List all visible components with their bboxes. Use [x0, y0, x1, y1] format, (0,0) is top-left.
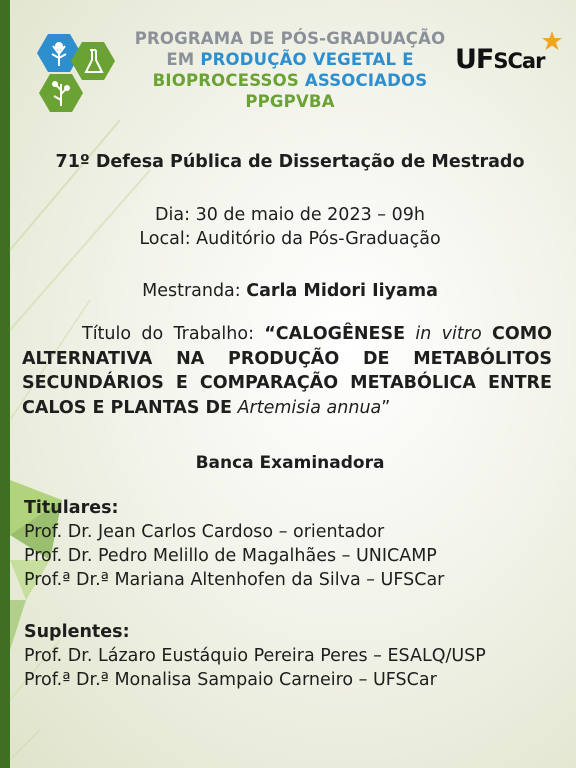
list-item: Prof. Dr. Pedro Melillo de Magalhães – UNICAMP — [24, 546, 437, 566]
event-title: 71º Defesa Pública de Dissertação de Mestrado — [55, 152, 525, 172]
star-icon — [541, 30, 563, 52]
list-item: Prof.ª Dr.ª Mariana Altenhofen da Silva – UFSCar — [24, 570, 445, 590]
list-item: Prof. Dr. Lázaro Eustáquio Pereira Peres – ESALQ/USP — [24, 646, 486, 666]
list-item: Prof. Dr. Jean Carlos Cardoso – orientador — [24, 522, 385, 542]
student-name: Carla Midori Iiyama — [246, 281, 438, 301]
program-line-2: EM PRODUÇÃO VEGETAL E — [166, 50, 414, 69]
decorative-streak — [10, 170, 150, 330]
event-place: Local: Auditório da Pós-Graduação — [139, 229, 441, 249]
titulares-list — [24, 496, 444, 592]
student: Mestranda: Carla Midori Iiyama — [142, 281, 438, 301]
list-item: Prof.ª Dr.ª Monalisa Sampaio Carneiro – UFSCar — [24, 670, 437, 690]
decorative-streak — [10, 730, 40, 760]
program-line-1: PROGRAMA DE PÓS-GRADUAÇÃO — [134, 29, 446, 48]
work-title: Título do Trabalho: “CALOGÊNESE in vitro COMO ALTERNATIVA NA PRODUÇÃO DE METABÓLITOS SECUNDÁRIOS E COMPARAÇÃO METABÓLICA ENTRE CALOS E PLANTAS DE Artemisia annua” — [22, 324, 552, 418]
program-line-3: BIOPROCESSOS ASSOCIADOS — [152, 71, 428, 90]
suplentes-label: Suplentes: — [24, 622, 130, 642]
suplentes-list — [24, 620, 486, 692]
program-logo — [26, 34, 122, 130]
program-acronym: PPGPVBA — [245, 92, 335, 111]
event-date: Dia: 30 de maio de 2023 – 09h — [155, 205, 425, 225]
program-title — [120, 28, 460, 112]
titulares-label: Titulares: — [24, 498, 119, 518]
board-heading: Banca Examinadora — [195, 453, 385, 473]
ufscar-logo: UFSCar — [455, 44, 565, 78]
